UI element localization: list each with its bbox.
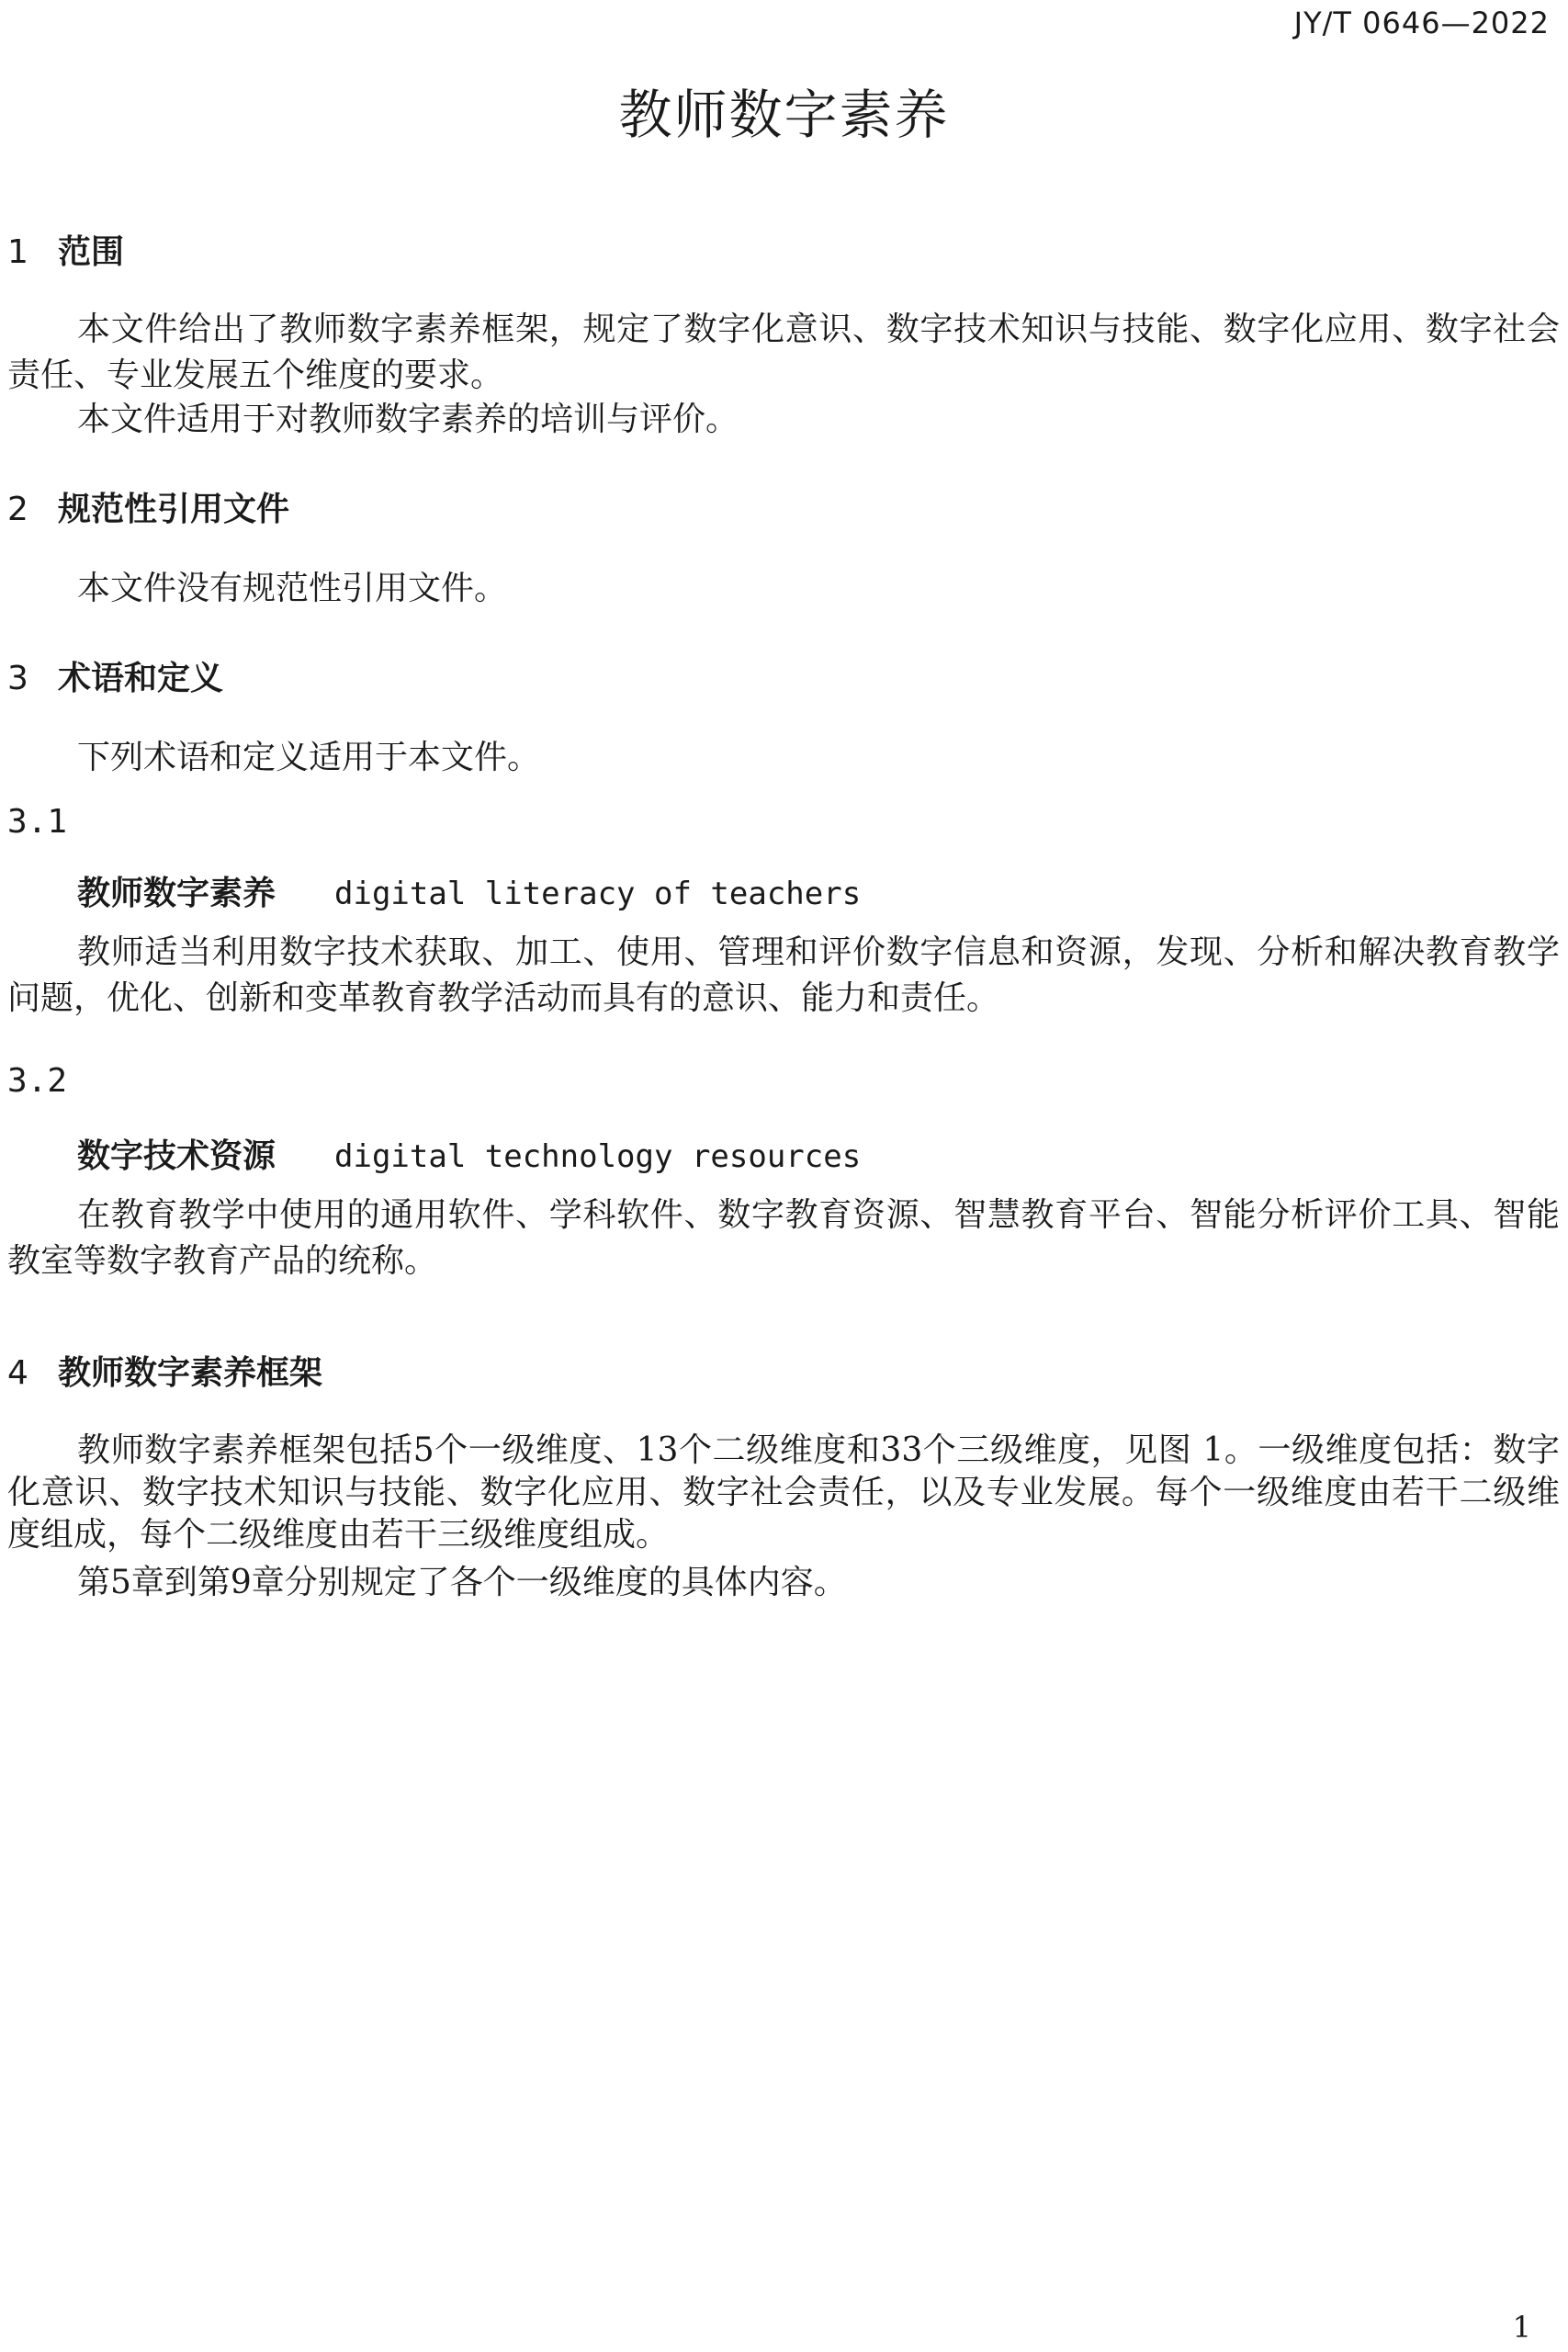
section-2-number: 2 bbox=[7, 491, 28, 528]
term-2-definition: 在教育教学中使用的通用软件、学科软件、数字教育资源、智慧教育平台、智能分析评价工具、智能教室等数字教育产品的统称。 bbox=[7, 1196, 1560, 1280]
section-3-heading bbox=[7, 652, 223, 699]
section-4-number: 4 bbox=[7, 1354, 28, 1392]
section-2-paragraph-1: 本文件没有规范性引用文件。 bbox=[77, 570, 508, 607]
section-1-number: 1 bbox=[7, 233, 28, 271]
term-2-number: 3.2 bbox=[7, 1062, 68, 1100]
section-3-title: 术语和定义 bbox=[58, 660, 224, 697]
page-number: 1 bbox=[1512, 2310, 1531, 2345]
section-4-title: 教师数字素养框架 bbox=[58, 1354, 323, 1392]
section-1-paragraph-1: 本文件给出了教师数字素养框架，规定了数字化意识、数字技术知识与技能、数字化应用、数字社会责任、专业发展五个维度的要求。 bbox=[7, 311, 1560, 394]
term-1-header bbox=[77, 867, 861, 914]
section-3-number: 3 bbox=[7, 660, 28, 697]
term-2-english: digital technology resources bbox=[334, 1138, 862, 1175]
term-2-chinese: 数字技术资源 bbox=[77, 1137, 276, 1175]
section-4-heading bbox=[7, 1347, 322, 1394]
section-2-heading bbox=[7, 483, 289, 530]
section-1-heading bbox=[7, 226, 124, 273]
term-1-english: digital literacy of teachers bbox=[334, 876, 862, 912]
section-4-paragraph-2: 第5章到第9章分别规定了各个一级维度的具体内容。 bbox=[77, 1564, 847, 1601]
section-2-title: 规范性引用文件 bbox=[58, 491, 290, 528]
section-1-title: 范围 bbox=[58, 233, 125, 271]
term-1-definition: 教师适当利用数字技术获取、加工、使用、管理和评价数字信息和资源，发现、分析和解决教育教学问题，优化、创新和变革教育教学活动而具有的意识、能力和责任。 bbox=[7, 933, 1560, 1017]
term-1-number: 3.1 bbox=[7, 803, 68, 841]
section-3-paragraph-1: 下列术语和定义适用于本文件。 bbox=[77, 739, 541, 776]
section-4-paragraph-1: 教师数字素养框架包括5个一级维度、13个二级维度和33个三级维度，见图 1。一级维度包括：数字化意识、数字技术知识与技能、数字化应用、数字社会责任，以及专业发展。每个一级维度由若干二级维度组成，每个二级维度由若干三级维度组成。 bbox=[7, 1431, 1560, 1554]
term-2-header bbox=[77, 1130, 861, 1177]
term-1-chinese: 教师数字素养 bbox=[77, 875, 276, 912]
section-1-paragraph-2: 本文件适用于对教师数字素养的培训与评价。 bbox=[77, 401, 739, 438]
document-title: 教师数字素养 bbox=[618, 84, 950, 146]
standard-code: JY/T 0646—2022 bbox=[1293, 6, 1550, 40]
